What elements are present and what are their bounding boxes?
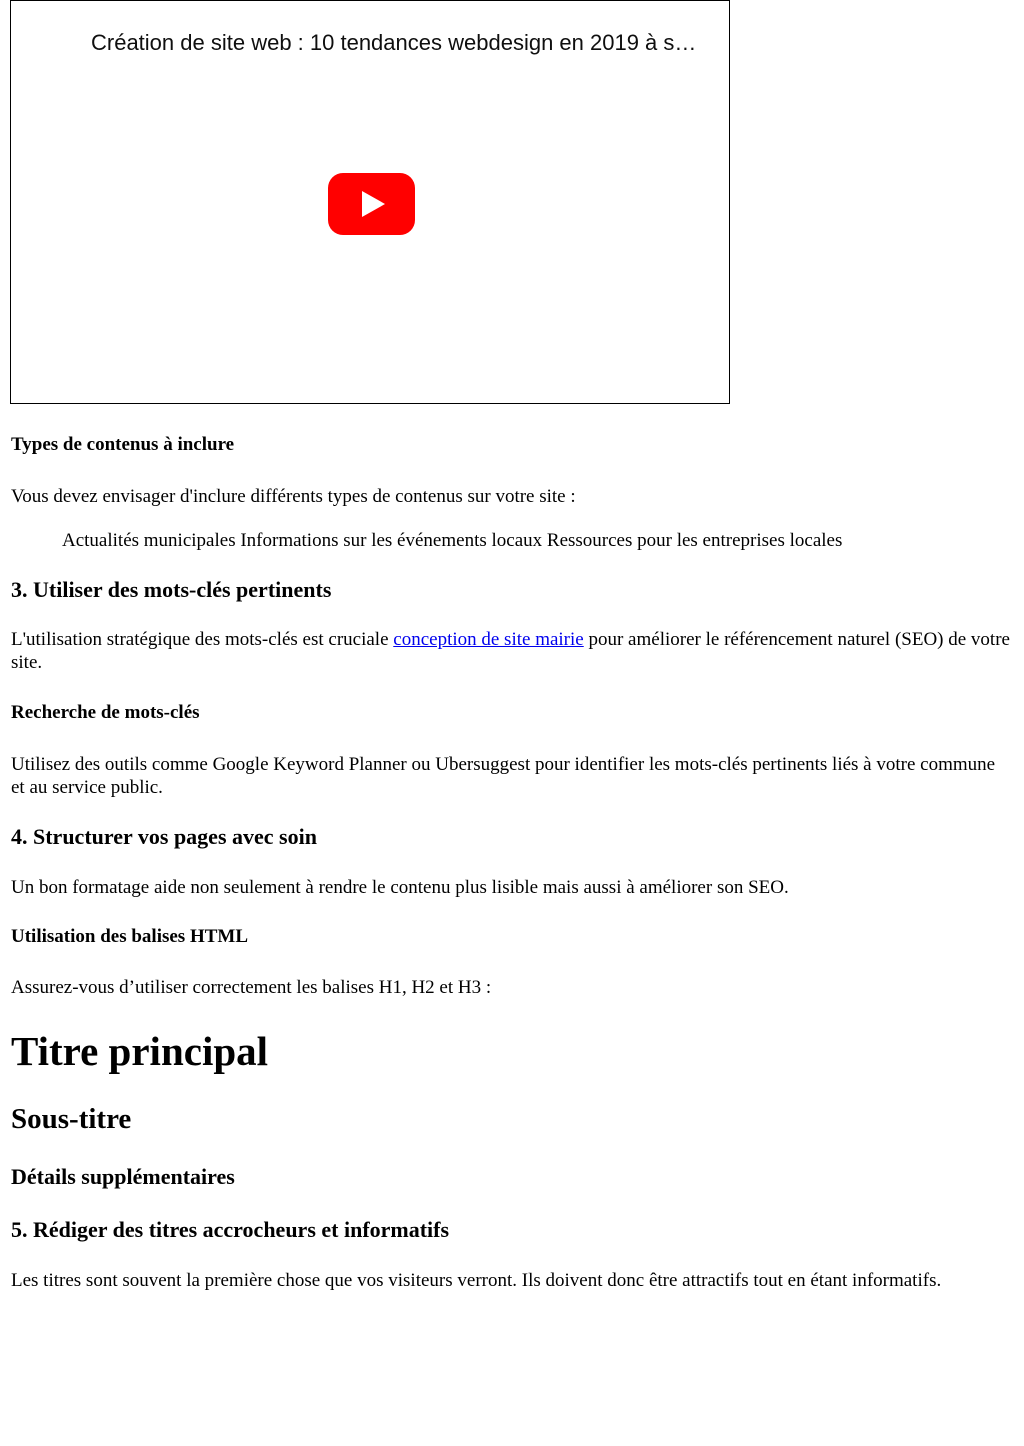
section-5-heading: 5. Rédiger des titres accrocheurs et informatifs: [11, 1217, 450, 1242]
research-heading: Recherche de mots-clés: [11, 702, 200, 723]
section-3-text-before: L'utilisation stratégique des mots-clés est cruciale: [11, 629, 394, 650]
demo-h2: Sous-titre: [11, 1103, 132, 1135]
types-list: Actualités municipales Informations sur les événements locaux Ressources pour les entreprises locales: [62, 530, 843, 551]
video-title[interactable]: Création de site web : 10 tendances webdesign en 2019 à s…: [91, 30, 697, 55]
section-4-heading: 4. Structurer vos pages avec soin: [11, 824, 317, 849]
section-3-text-after: pour améliorer le référencement naturel (SEO) de votre site.: [11, 629, 1010, 673]
html-tags-heading: Utilisation des balises HTML: [11, 926, 248, 947]
conception-site-mairie-link[interactable]: conception de site mairie: [393, 629, 584, 650]
demo-h1: Titre principal: [11, 1028, 269, 1074]
section-4-text: Un bon formatage aide non seulement à rendre le contenu plus lisible mais aussi à améliorer son SEO.: [11, 877, 789, 898]
html-tags-text: Assurez-vous d’utiliser correctement les balises H1, H2 et H3 :: [11, 977, 492, 998]
section-3-text: [11, 628, 1011, 674]
types-heading: Types de contenus à inclure: [11, 434, 235, 455]
section-5-text: Les titres sont souvent la première chose que vos visiteurs verront. Ils doivent donc être attractifs tout en étant informatifs.: [11, 1270, 942, 1291]
demo-h3: Détails supplémentaires: [11, 1164, 235, 1189]
youtube-embed[interactable]: [10, 0, 730, 404]
youtube-play-icon[interactable]: [328, 173, 415, 235]
research-text: Utilisez des outils comme Google Keyword Planner ou Ubersuggest pour identifier les mots-clés pertinents liés à votre commune et au service public.: [11, 754, 996, 798]
section-3-heading: 3. Utiliser des mots-clés pertinents: [11, 577, 332, 602]
types-intro: Vous devez envisager d'inclure différents types de contenus sur votre site :: [11, 486, 576, 507]
